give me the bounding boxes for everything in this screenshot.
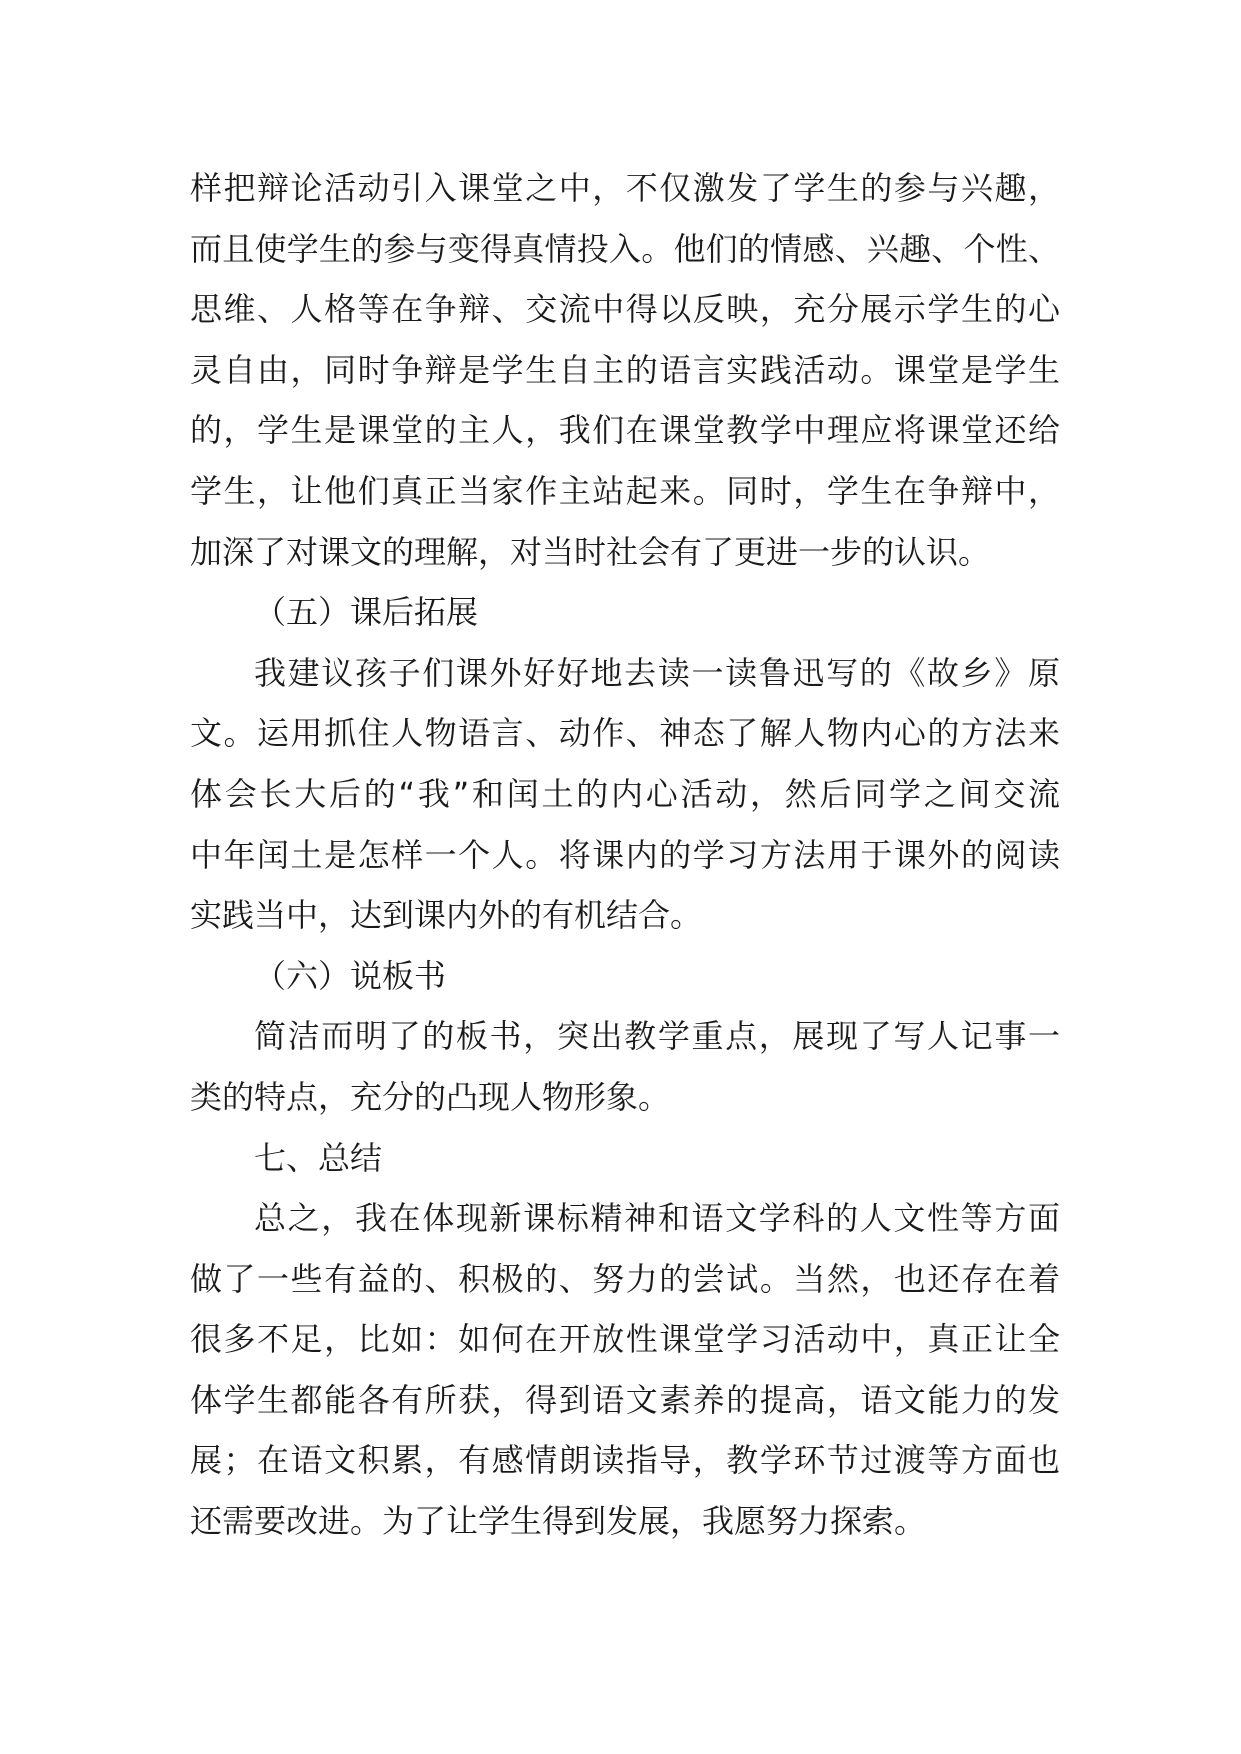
- text-line: 我建议孩子们课外好好地去读一读鲁迅写的《故乡》原: [254, 653, 1060, 692]
- text-line: 很多不足，比如：如何在开放性课堂学习活动中，真正让全: [190, 1320, 1060, 1359]
- text-line: 总之，我在体现新课标精神和语文学科的人文性等方面: [254, 1199, 1060, 1238]
- text-line: 实践当中，达到课内外的有机结合。: [190, 896, 703, 935]
- text-line: 体会长大后的“我”和闰土的内心活动，然后同学之间交流: [190, 774, 1060, 813]
- text-line: 灵自由，同时争辩是学生自主的语言实践活动。课堂是学生: [190, 350, 1060, 389]
- document-body: [190, 158, 1060, 1552]
- section-heading: 七、总结: [254, 1138, 383, 1177]
- text-line: 学生，让他们真正当家作主站起来。同时，学生在争辩中，: [190, 471, 1060, 510]
- text-line: 文。运用抓住人物语言、动作、神态了解人物内心的方法来: [190, 714, 1060, 753]
- text-line: 样把辩论活动引入课堂之中，不仅激发了学生的参与兴趣，: [190, 169, 1060, 207]
- text-line: 思维、人格等在争辩、交流中得以反映，充分展示学生的心: [190, 290, 1060, 329]
- text-line: 展；在语文积累，有感情朗读指导，教学环节过渡等方面也: [190, 1441, 1060, 1480]
- text-line: 而且使学生的参与变得真情投入。他们的情感、兴趣、个性、: [190, 229, 1060, 268]
- section-heading: （五）课后拓展: [254, 593, 479, 632]
- text-line: 做了一些有益的、积极的、努力的尝试。当然，也还存在着: [190, 1259, 1060, 1298]
- text-line: 加深了对课文的理解，对当时社会有了更进一步的认识。: [190, 532, 991, 571]
- text-line: 体学生都能各有所获，得到语文素养的提高，语文能力的发: [190, 1380, 1060, 1419]
- text-line: 类的特点，充分的凸现人物形象。: [190, 1077, 671, 1116]
- section-heading: （六）说板书: [254, 956, 447, 995]
- text-line: 还需要改进。为了让学生得到发展，我愿努力探索。: [190, 1502, 927, 1541]
- text-line: 简洁而明了的板书，突出教学重点，展现了写人记事一: [254, 1017, 1060, 1056]
- text-line: 的，学生是课堂的主人，我们在课堂教学中理应将课堂还给: [190, 411, 1060, 450]
- text-line: 中年闰土是怎样一个人。将课内的学习方法用于课外的阅读: [190, 835, 1060, 874]
